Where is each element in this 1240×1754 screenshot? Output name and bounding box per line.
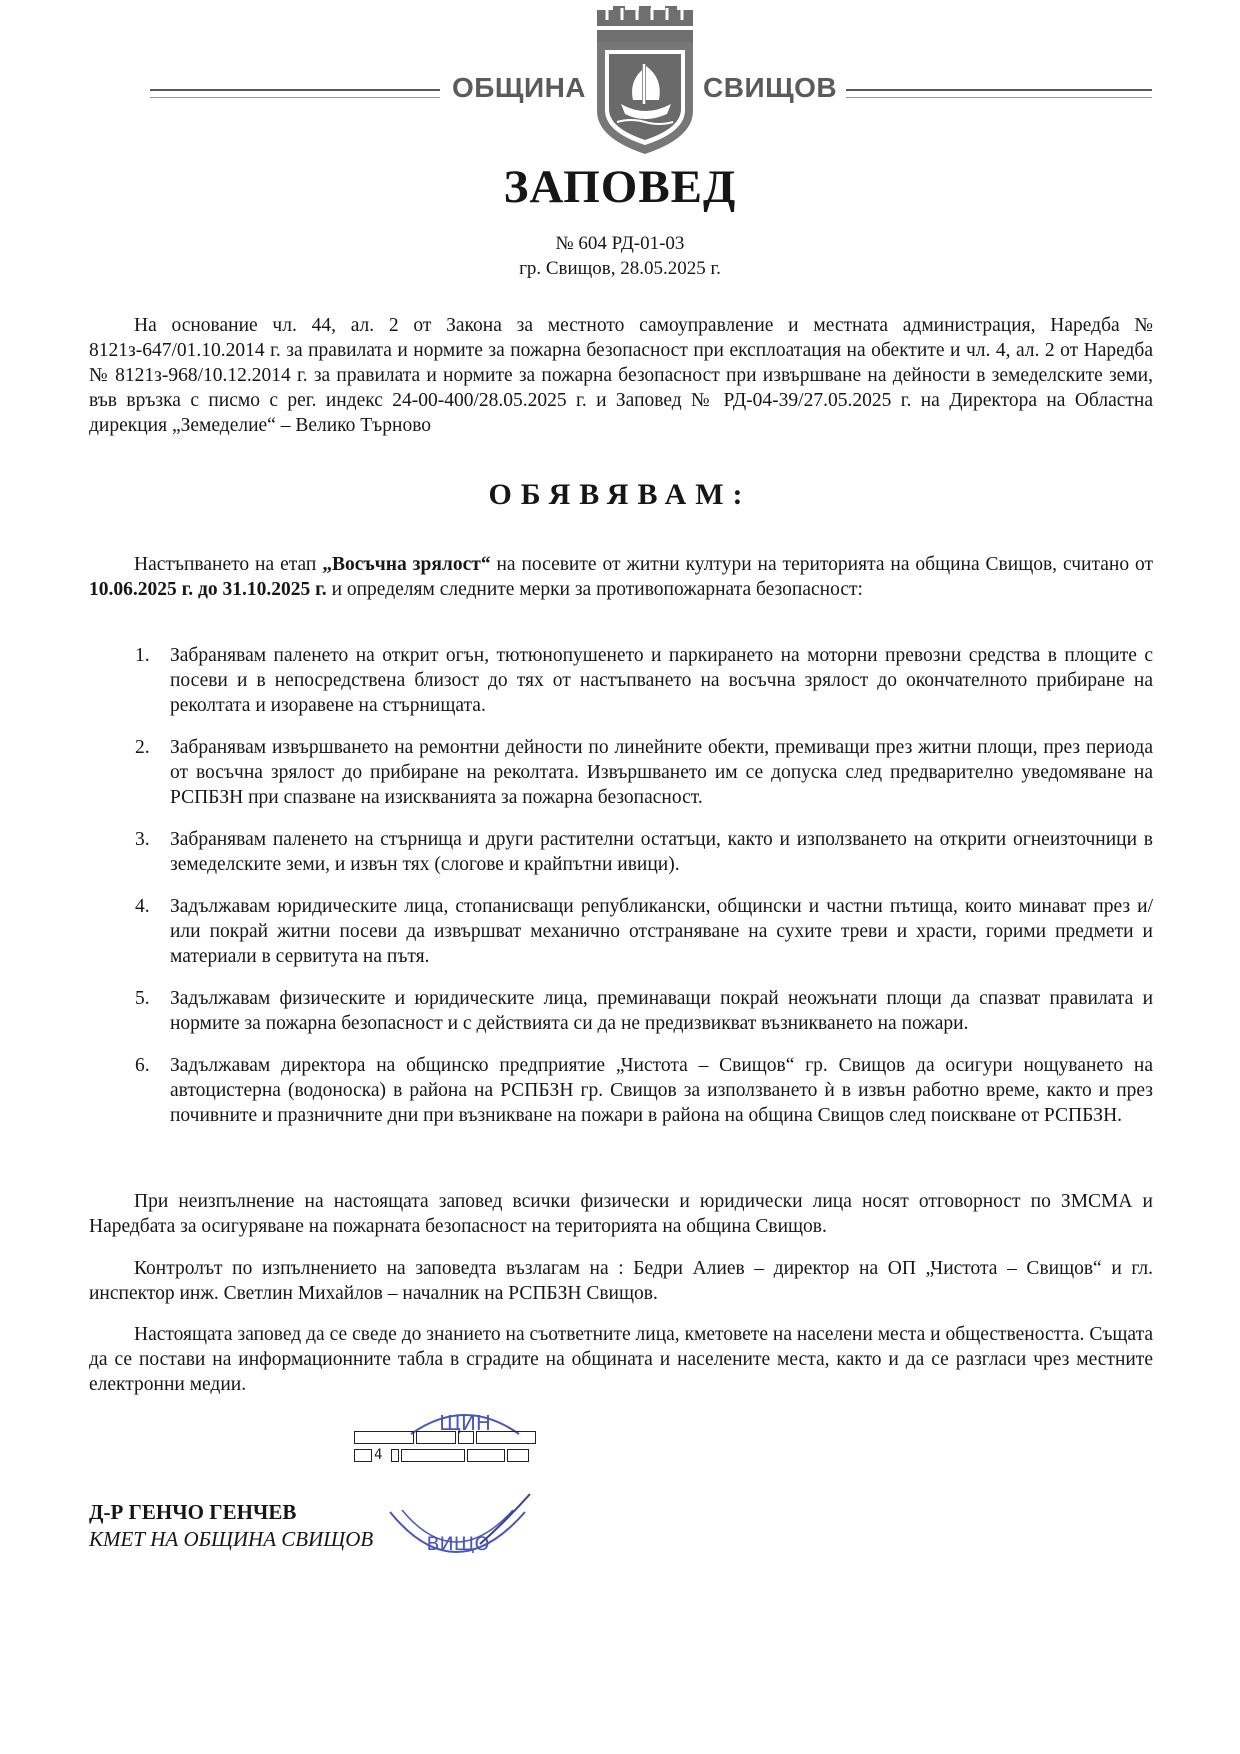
list-item (135, 1053, 1153, 1128)
declaration-heading: ОБЯВЯВАМ: (488, 478, 752, 511)
intro-paragraph (89, 552, 1153, 602)
letterhead-rule-right-thin (846, 97, 1152, 98)
closing-publication-paragraph: Настоящата заповед да се сведе до знанието на съответните лица, кметовете на населени места и обществеността. Същата да се постави на информационните табла в сградите на общината и населените места, както и да се разгласи чрез местните електронни медии. (89, 1324, 1153, 1395)
registry-box (354, 1449, 372, 1462)
closing-control-paragraph: Контролът по изпълнението на заповедта възлагам на : Бедри Алиев – директор на ОП „Чистота – Свищов“ и гл. инспектор инж. Светлин Михайлов – началник на РСПБЗН Свищов. (89, 1258, 1153, 1304)
document-title: ЗАПОВЕД (503, 161, 737, 213)
letterhead-rule-right (846, 89, 1152, 91)
letterhead-word-right: СВИЩОВ (703, 72, 838, 103)
list-item-text: Задължавам юридическите лица, стопанисващи републикански, общински и частни пътища, които минават през и/или покрай житни посеви да извършват механично отстраняване на сухите треви и храсти, горими предмети и материали в сервитута на пътя. (170, 896, 1153, 967)
list-item-number: 3. (135, 829, 150, 850)
signatory-name: Д-Р ГЕНЧО ГЕНЧЕВ (89, 1500, 297, 1524)
registry-box (416, 1431, 456, 1444)
list-item-number: 1. (135, 645, 150, 666)
official-stamp (370, 1492, 540, 1572)
list-item (135, 986, 1153, 1036)
document-place-date: гр. Свищов, 28.05.2025 г. (519, 258, 721, 279)
closing-liability-paragraph: При неизпълнение на настоящата заповед всички физически и юридически лица носят отговорност по ЗМСМА и Наредбата за осигуряване на пожарната безопасност на територията на община Свищов. (89, 1191, 1153, 1237)
document-number: № 604 РД-01-03 (555, 233, 685, 254)
intro-part3: и определям следните мерки за противопожарната безопасност: (326, 579, 863, 600)
list-item (135, 827, 1153, 877)
measures-list (135, 643, 1153, 1145)
list-item-text: Забранявам паленето на стърнища и други растителни остатъци, както и използването на открити огнеизточници в земеделските земи, и извън тях (слогове и крайпътни ивици). (170, 829, 1153, 875)
stamp-top-text: ЩИН (439, 1411, 491, 1435)
registry-line-1 (354, 1428, 624, 1446)
signatory-title: КМЕТ НА ОБЩИНА СВИЩОВ (89, 1527, 374, 1551)
list-item-text: Забранявам извършването на ремонтни дейности по линейните обекти, премиващи през житни площи, през периода от восъчна зрялост до прибиране на реколтата. Извършването им се допуска след предварително уведомяване на РСПБЗН при спазване на изискванията за пожарна безопасност. (170, 737, 1153, 808)
letterhead-rule-left (150, 89, 440, 91)
registry-box (458, 1431, 474, 1444)
registry-box (391, 1449, 399, 1462)
registry-box (467, 1449, 505, 1462)
intro-part1: Настъпването на етап (134, 554, 323, 575)
list-item-text: Забранявам паленето на открит огън, тютюнопушенето и паркирането на моторни превозни средства в площите с посеви и в непосредствена близост до тях от настъпването на восъчна зрялост до окончателното прибиране на реколтата и изоравене на стърнищата. (170, 645, 1153, 716)
coat-of-arms-icon (595, 6, 695, 156)
registry-box (476, 1431, 536, 1444)
stamp-bottom-text: ВИЩО (426, 1533, 490, 1555)
list-item-number: 6. (135, 1055, 150, 1076)
intro-period: 10.06.2025 г. до 31.10.2025 г. (89, 579, 327, 600)
list-item-number: 4. (135, 896, 150, 917)
letterhead-rule-left-thin (150, 97, 440, 98)
list-item-text: Задължавам физическите и юридическите лица, преминаващи покрай неожънати площи да спазват правилата и нормите за пожарна безопасност и с действията си да не предизвикват възникването на пожари. (170, 988, 1153, 1034)
list-item-number: 5. (135, 988, 150, 1009)
registry-box (354, 1431, 414, 1444)
registry-line-2 (354, 1446, 624, 1464)
list-item (135, 894, 1153, 969)
letterhead-word-left: ОБЩИНА (452, 72, 587, 103)
letterhead (0, 0, 1240, 170)
registry-box (401, 1449, 465, 1462)
registry-block (354, 1428, 624, 1464)
preamble-paragraph: На основание чл. 44, ал. 2 от Закона за местното самоуправление и местната администрация, Наредба № 8121з-647/01.10.2014 г. за правилата и нормите за пожарна безопасност при експлоатация на обектите и чл. 4, ал. 2 от Наредба № 8121з-968/10.12.2014 г. за правилата и нормите за пожарна безопасност при извършване на дейности в земеделските земи, във връзка с писмо с рег. индекс 24-00-400/28.05.2025 г. и Заповед № РД-04-39/27.05.2025 г. на Директора на Областна дирекция „Земеделие“ – Велико Търново (89, 315, 1153, 436)
intro-stage-name: „Восъчна зрялост“ (322, 554, 491, 575)
registry-box (507, 1449, 529, 1462)
list-item-text: Задължавам директора на общинско предприятие „Чистота – Свищов“ гр. Свищов да осигури нощуването на автоцистерна (водоноска) в района на РСПБЗН гр. Свищов за използването ѝ в извън работно време, както и през почивните и празничните дни при възникване на пожари в района на община Свищов след поискване от РСПБЗН. (170, 1055, 1153, 1126)
list-item-number: 2. (135, 737, 150, 758)
list-item (135, 643, 1153, 718)
list-item (135, 735, 1153, 810)
intro-part2: на посевите от житни култури на територията на община Свищов, считано от (490, 554, 1153, 575)
registry-digit: 4 (374, 1447, 383, 1463)
